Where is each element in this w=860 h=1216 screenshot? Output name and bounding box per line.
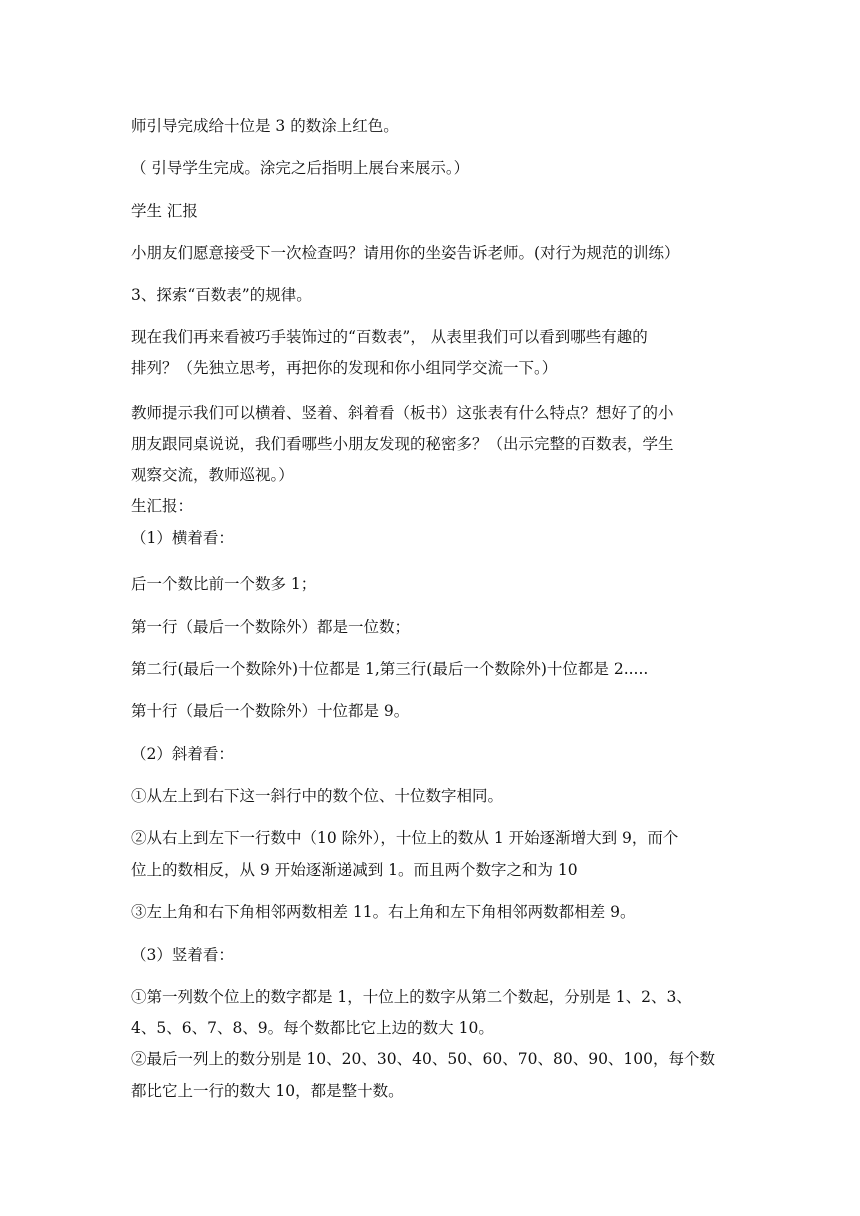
text-line: （2）斜着看： [131,745,234,763]
text-line: ①第一列数个位上的数字都是 1，十位上的数字从第二个数起，分别是 1、2、3、 [131,988,692,1006]
text-line: 4、5、6、7、8、9。每个数都比它上边的数大 10。 [131,1019,494,1037]
text-line: 第十行（最后一个数除外）十位都是 9。 [131,702,410,720]
text-line: ①从左上到右下这一斜行中的数个位、十位数字相同。 [131,787,504,805]
text-line: 都比它上一行的数大 10，都是整十数。 [131,1082,404,1100]
text-line: 学生 汇报 [131,202,198,220]
text-line: 小朋友们愿意接受下一次检查吗？请用你的坐姿告诉老师。(对行为规范的训练） [131,244,680,262]
text-line: （3）竖着看： [131,946,234,964]
text-line: ③左上角和右下角相邻两数相差 11。右上角和左下角相邻两数都相差 9。 [131,903,636,921]
text-line: 第一行（最后一个数除外）都是一位数； [131,618,411,636]
text-line: ②最后一列上的数分别是 10、20、30、40、50、60、70、80、90、100，每个数 [131,1050,716,1068]
text-line: 师引导完成给十位是 3 的数涂上红色。 [131,117,399,135]
text-line: 排列？（先独立思考，再把你的发现和你小组同学交流一下。） [131,359,558,377]
text-line: 现在我们再来看被巧手装饰过的“百数表”， 从表里我们可以看到哪些有趣的 [131,328,648,346]
text-line: 3、探索“百数表”的规律。 [131,286,312,304]
text-line: （1）横着看： [131,529,234,547]
text-line: 朋友跟同桌说说，我们看哪些小朋友发现的秘密多？（出示完整的百数表，学生 [131,435,674,453]
text-line: ②从右上到左下一行数中（10 除外），十位上的数从 1 开始逐渐增大到 9，而个 [131,829,679,847]
text-line: 位上的数相反，从 9 开始逐渐递减到 1。而且两个数字之和为 10 [131,861,578,879]
text-line: 观察交流，教师巡视。） [131,466,294,484]
text-line: 后一个数比前一个数多 1； [131,575,317,593]
text-line: 第二行(最后一个数除外)十位都是 1,第三行(最后一个数除外)十位都是 2..... [131,660,649,678]
text-line: （ 引导学生完成。涂完之后指明上展台来展示。） [131,159,470,177]
text-line: 生汇报： [131,497,194,515]
text-line: 教师提示我们可以横着、竖着、斜着看（板书）这张表有什么特点？想好了的小 [131,404,674,422]
